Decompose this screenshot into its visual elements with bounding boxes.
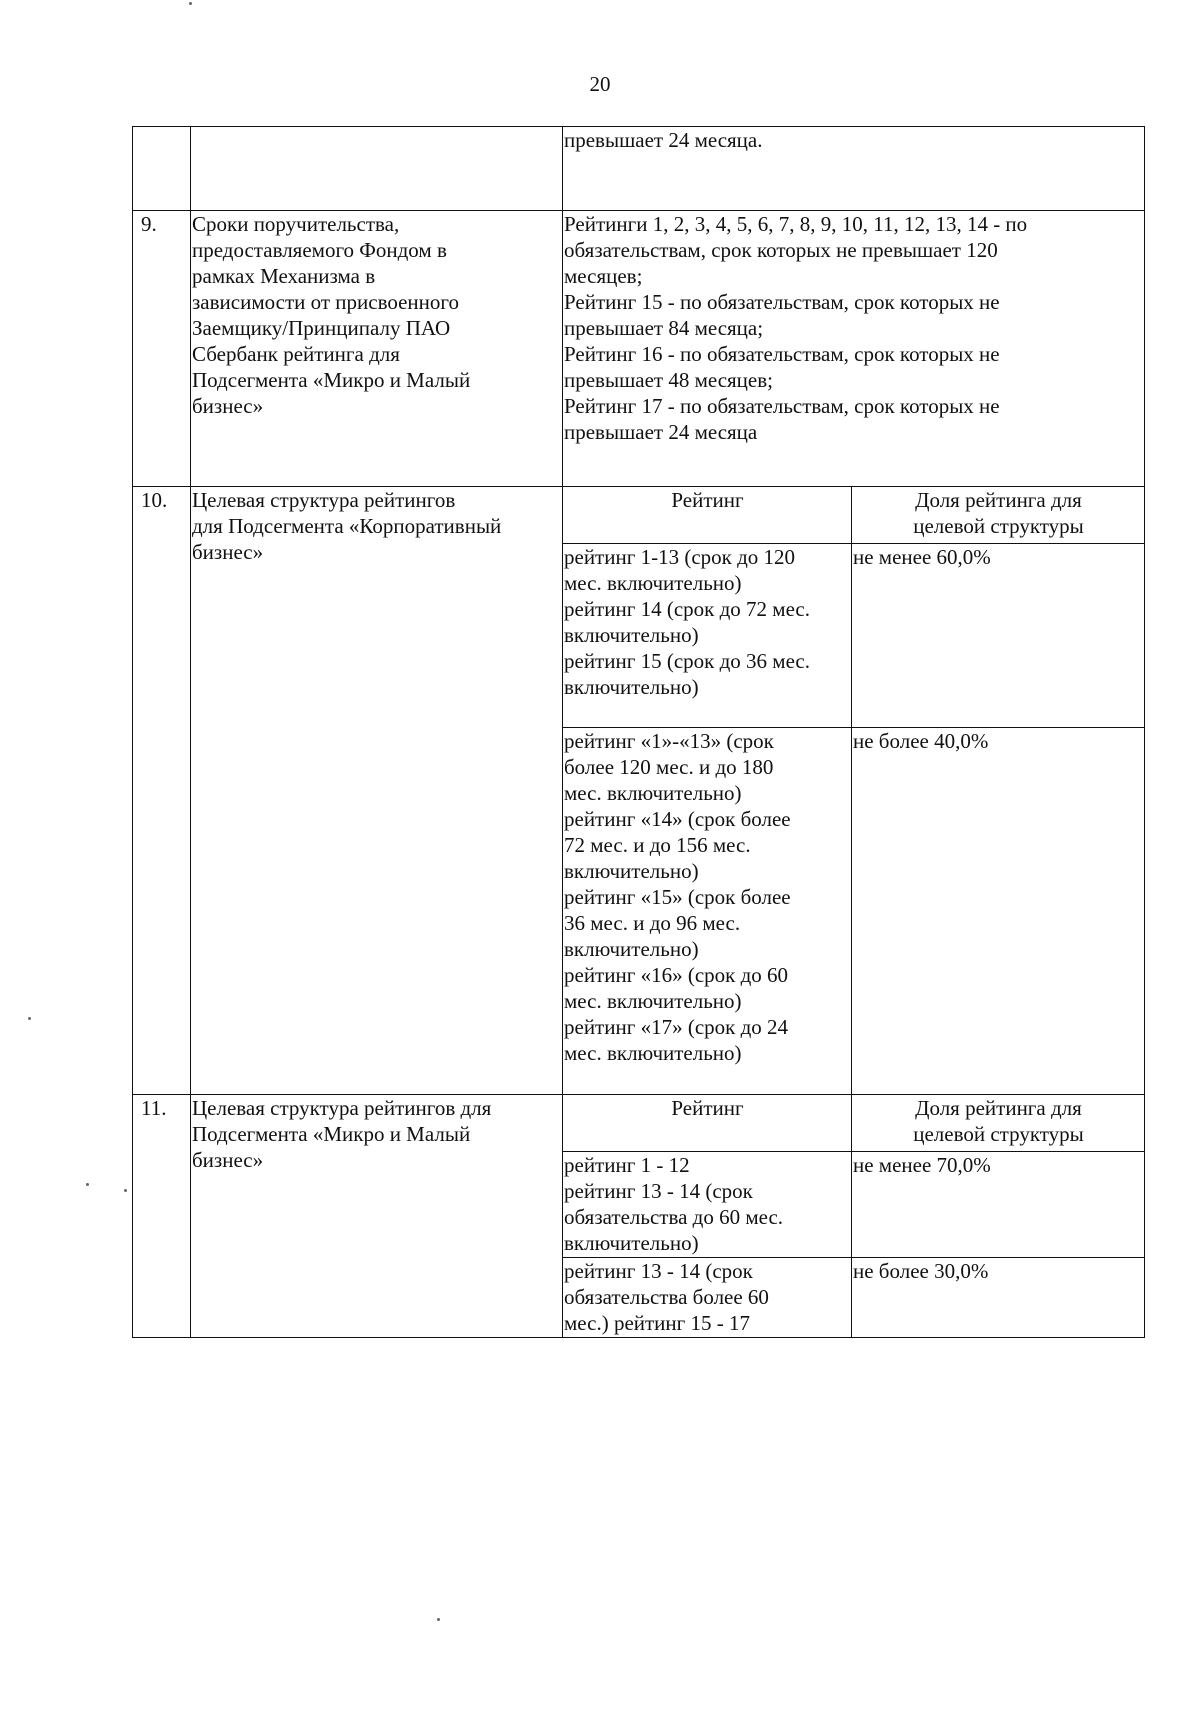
number-cell (133, 127, 191, 211)
scan-artifact (437, 1618, 440, 1621)
value-cell (563, 127, 1145, 211)
value-line: Рейтинги 1, 2, 3, 4, 5, 6, 7, 8, 9, 10, 11, 12, 13, 14 - по (564, 212, 1028, 236)
rating-cell (563, 728, 852, 1095)
page-number: 20 (589, 72, 611, 96)
scan-artifact (28, 1017, 31, 1020)
table-row-11 (133, 1095, 1145, 1152)
name-line: Целевая структура рейтингов (192, 488, 456, 512)
rating-line: рейтинг «16» (срок до 60 (564, 963, 789, 987)
rating-line: рейтинг «1»-«13» (срок (564, 729, 774, 753)
rating-line: более 120 мес. и до 180 (564, 755, 774, 779)
rating-line: мес. включительно) (564, 989, 742, 1013)
rating-line: рейтинг 13 - 14 (срок (564, 1259, 753, 1283)
rating-cell (563, 1152, 852, 1258)
share-header (852, 1095, 1145, 1152)
name-cell (191, 211, 563, 487)
rating-line: мес. включительно) (564, 571, 742, 595)
rating-line: рейтинг «15» (срок более (564, 885, 791, 909)
share-cell: не менее 60,0% (852, 544, 1145, 728)
row-number: 10. (133, 487, 191, 1095)
name-line: бизнес» (192, 540, 264, 564)
rating-cell (563, 544, 852, 728)
share-header (852, 487, 1145, 544)
rating-header: Рейтинг (563, 487, 852, 544)
value-line: обязательствам, срок которых не превышает 120 (564, 238, 998, 262)
name-line: бизнес» (192, 394, 264, 418)
rating-line: 36 мес. и до 96 мес. (564, 911, 741, 935)
rating-line: включительно) (564, 859, 699, 883)
row-number: 11. (133, 1095, 191, 1338)
share-cell: не более 40,0% (852, 728, 1145, 1095)
scan-artifact (189, 2, 192, 5)
rating-line: рейтинг «14» (срок более (564, 807, 791, 831)
value-line: превышает 84 месяца; (564, 316, 764, 340)
value-line: Рейтинг 17 - по обязательствам, срок которых не (564, 394, 1000, 418)
scan-artifact (124, 1189, 127, 1192)
rating-line: включительно) (564, 1231, 699, 1255)
value-line: Рейтинг 16 - по обязательствам, срок которых не (564, 342, 1000, 366)
value-line: Рейтинг 15 - по обязательствам, срок которых не (564, 290, 1000, 314)
rating-line: включительно) (564, 675, 699, 699)
table-row-9 (133, 211, 1145, 487)
row-number: 9. (133, 211, 191, 487)
rating-line: включительно) (564, 937, 699, 961)
rating-line: рейтинг 1-13 (срок до 120 (564, 545, 796, 569)
rating-header: Рейтинг (563, 1095, 852, 1152)
rating-line: рейтинг «17» (срок до 24 (564, 1015, 789, 1039)
name-line: Подсегмента «Микро и Малый (192, 368, 471, 392)
share-cell: не менее 70,0% (852, 1152, 1145, 1258)
name-line: зависимости от присвоенного (192, 290, 459, 314)
name-cell (191, 487, 563, 1095)
rating-line: рейтинг 15 (срок до 36 мес. (564, 649, 810, 673)
name-cell (191, 127, 563, 211)
table-row-10 (133, 487, 1145, 544)
rating-line: обязательства до 60 мес. (564, 1205, 784, 1229)
share-header-line: Доля рейтинга для (915, 1096, 1082, 1120)
name-line: Сроки поручительства, (192, 212, 400, 236)
rating-line: мес. включительно) (564, 781, 742, 805)
scan-artifact (86, 1183, 89, 1186)
share-header-line: Доля рейтинга для (915, 488, 1082, 512)
value-line: превышает 24 месяца (564, 420, 758, 444)
name-cell (191, 1095, 563, 1338)
share-header-line: целевой структуры (913, 1122, 1084, 1146)
rating-line: рейтинг 1 - 12 (564, 1153, 690, 1177)
rating-line: обязательства более 60 (564, 1285, 769, 1309)
name-line: Заемщику/Принципалу ПАО (192, 316, 451, 340)
rating-line: 72 мес. и до 156 мес. (564, 833, 751, 857)
rating-line: мес.) рейтинг 15 - 17 (564, 1311, 751, 1335)
share-cell: не более 30,0% (852, 1258, 1145, 1338)
name-line: Подсегмента «Микро и Малый (192, 1122, 471, 1146)
share-header-line: целевой структуры (913, 514, 1084, 538)
name-line: предоставляемого Фондом в (192, 238, 447, 262)
table-row-continuation (133, 127, 1145, 211)
value-line: месяцев; (564, 264, 643, 288)
rating-cell (563, 1258, 852, 1338)
name-line: Целевая структура рейтингов для (192, 1096, 492, 1120)
criteria-table (132, 126, 1145, 1338)
name-line: для Подсегмента «Корпоративный (192, 514, 502, 538)
name-line: Сбербанк рейтинга для (192, 342, 400, 366)
name-line: рамках Механизма в (192, 264, 376, 288)
value-line: превышает 48 месяцев; (564, 368, 773, 392)
value-text: превышает 24 месяца. (564, 128, 763, 152)
value-cell (563, 211, 1145, 487)
rating-line: рейтинг 13 - 14 (срок (564, 1179, 753, 1203)
rating-line: включительно) (564, 623, 699, 647)
rating-line: мес. включительно) (564, 1041, 742, 1065)
name-line: бизнес» (192, 1148, 264, 1172)
rating-line: рейтинг 14 (срок до 72 мес. (564, 597, 810, 621)
